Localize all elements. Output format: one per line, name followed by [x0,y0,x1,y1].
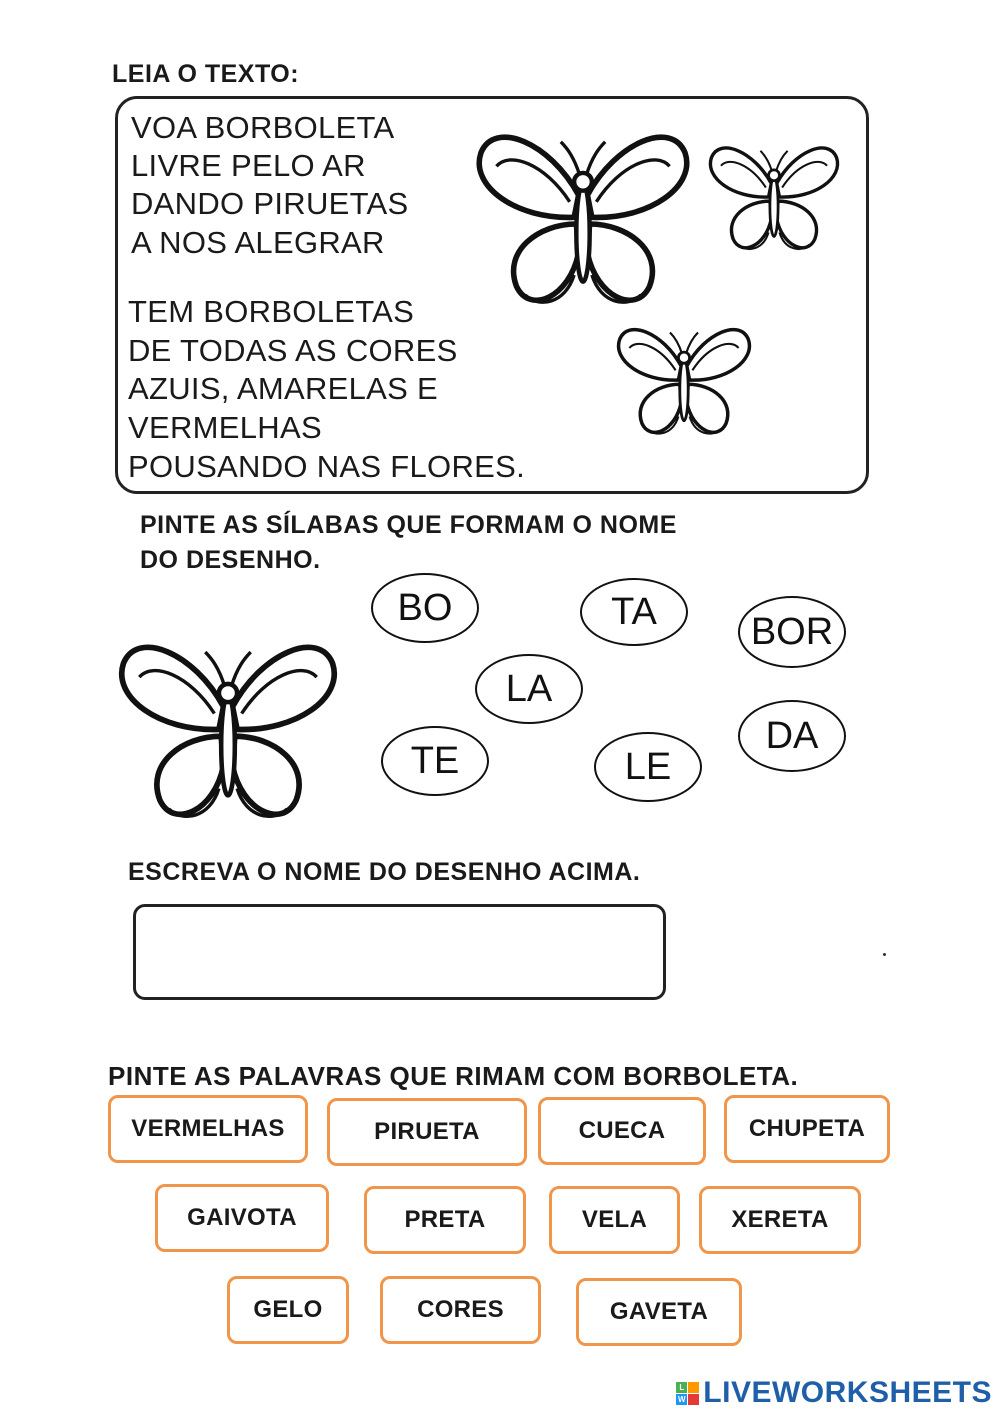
syllable-bor[interactable]: BOR [738,596,846,668]
syllable-te[interactable]: TE [381,726,489,796]
logo-letter: L [676,1382,687,1393]
syllable-ta[interactable]: TA [580,578,688,646]
poem-line: VERMELHAS [128,410,322,445]
liveworksheets-logo [676,1376,992,1410]
section1-heading: LEIA O TEXTO: [112,60,300,88]
section2-heading-line2: DO DESENHO. [140,546,321,574]
section4-heading: PINTE AS PALAVRAS QUE RIMAM COM BORBOLETA. [108,1061,799,1091]
word-cueca[interactable]: CUECA [538,1097,706,1165]
word-chupeta[interactable]: CHUPETA [724,1095,890,1163]
poem-line: DE TODAS AS CORES [128,333,458,368]
butterfly-small-image [706,126,842,264]
word-pirueta[interactable]: PIRUETA [327,1098,527,1166]
butterfly-small-image [614,310,754,446]
word-vela[interactable]: VELA [549,1186,680,1254]
brand-name: LIVEWORKSHEETS [703,1376,992,1409]
word-gaivota[interactable]: GAIVOTA [155,1184,329,1252]
poem-line: AZUIS, AMARELAS E [128,371,439,406]
logo-letter: W [678,1394,686,1404]
word-gaveta[interactable]: GAVETA [576,1278,742,1346]
word-gelo[interactable]: GELO [227,1276,349,1344]
poem-line: POUSANDO NAS FLORES. [128,449,526,484]
word-cores[interactable]: CORES [380,1276,541,1344]
syllable-le[interactable]: LE [594,732,702,802]
word-vermelhas[interactable]: VERMELHAS [108,1095,308,1163]
butterfly-large-image [472,108,694,320]
syllable-da[interactable]: DA [738,700,846,772]
stray-dot [883,953,886,956]
syllable-bo[interactable]: BO [371,573,479,643]
logo-icon [676,1382,699,1405]
poem-line: VOA BORBOLETA [131,110,395,145]
section3-heading: ESCREVA O NOME DO DESENHO ACIMA. [128,858,641,886]
butterfly-drawing-image [114,618,342,834]
poem-line: LIVRE PELO AR [131,148,366,183]
section2-heading-line1: PINTE AS SÍLABAS QUE FORMAM O NOME [140,511,677,539]
answer-box [133,904,666,1000]
answer-input[interactable] [136,907,663,997]
poem-line: A NOS ALEGRAR [131,225,385,260]
poem-line: DANDO PIRUETAS [131,186,409,221]
word-preta[interactable]: PRETA [364,1186,526,1254]
syllable-la[interactable]: LA [475,654,583,724]
poem-line: TEM BORBOLETAS [128,294,415,329]
word-xereta[interactable]: XERETA [699,1186,861,1254]
